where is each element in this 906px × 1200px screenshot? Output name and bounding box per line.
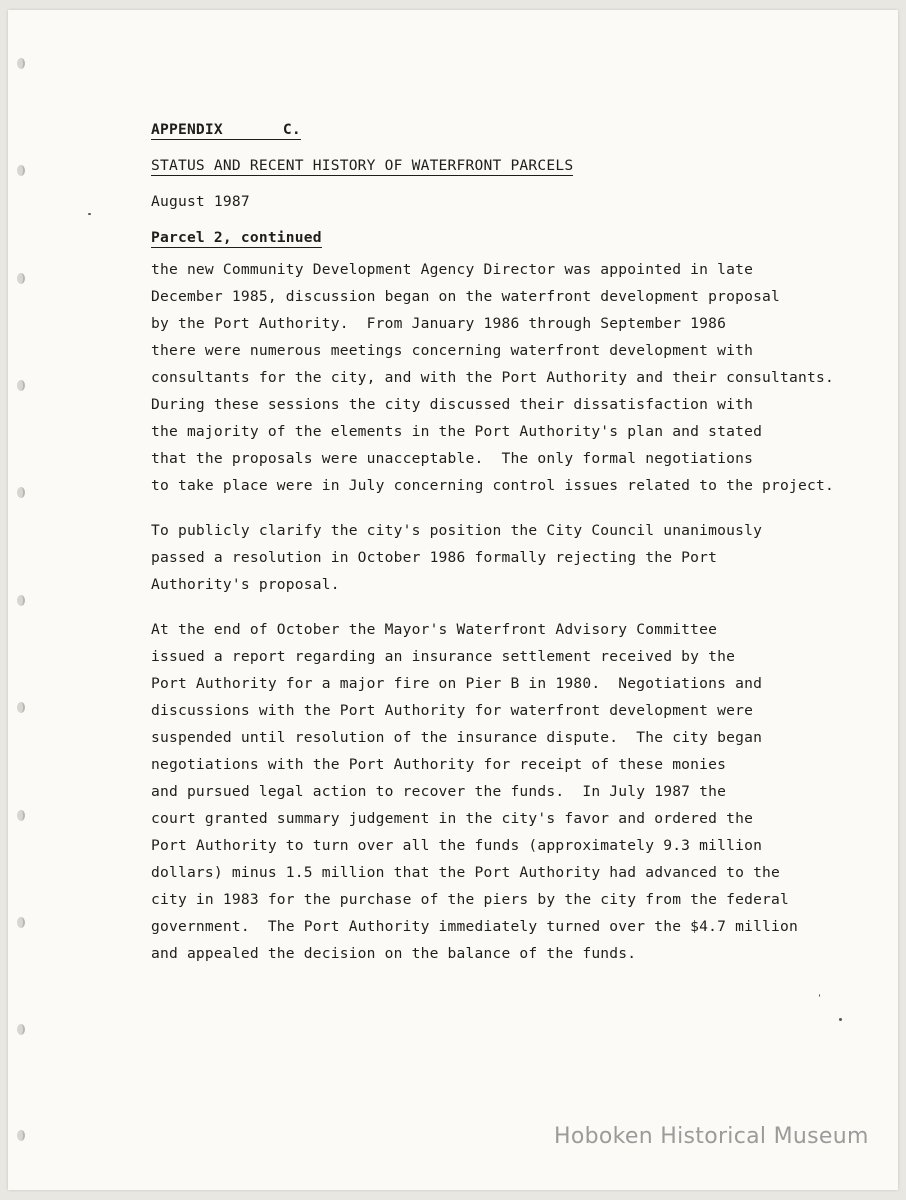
paper-speck bbox=[819, 994, 820, 997]
document-title: STATUS AND RECENT HISTORY OF WATERFRONT PARCELS bbox=[151, 157, 574, 174]
text-line: Port Authority for a major fire on Pier B in 1980. Negotiations and bbox=[151, 675, 763, 692]
text-line: court granted summary judgement in the city's favor and ordered the bbox=[151, 810, 754, 827]
text-line: issued a report regarding an insurance settlement received by the bbox=[151, 648, 736, 665]
text-line: the new Community Development Agency Director was appointed in late bbox=[151, 261, 754, 278]
punch-hole bbox=[17, 1024, 25, 1035]
section-row bbox=[151, 220, 851, 256]
paragraph bbox=[151, 256, 851, 499]
text-line: Port Authority to turn over all the funds (approximately 9.3 million bbox=[151, 837, 763, 854]
text-line: and pursued legal action to recover the funds. In July 1987 the bbox=[151, 783, 727, 800]
paragraph bbox=[151, 616, 851, 967]
date-row bbox=[151, 184, 851, 220]
punch-hole bbox=[17, 1130, 25, 1141]
paper-speck bbox=[839, 1018, 842, 1021]
text-line: to take place were in July concerning control issues related to the project. bbox=[151, 477, 834, 494]
text-line: suspended until resolution of the insurance dispute. The city began bbox=[151, 729, 763, 746]
text-line: government. The Port Authority immediately turned over the $4.7 million bbox=[151, 918, 799, 935]
text-line: December 1985, discussion began on the waterfront development proposal bbox=[151, 288, 781, 305]
text-line: dollars) minus 1.5 million that the Port Authority had advanced to the bbox=[151, 864, 781, 881]
text-line: that the proposals were unacceptable. The only formal negotiations bbox=[151, 450, 754, 467]
text-line: During these sessions the city discussed their dissatisfaction with bbox=[151, 396, 754, 413]
punch-hole bbox=[17, 595, 25, 606]
text-line: negotiations with the Port Authority for receipt of these monies bbox=[151, 756, 727, 773]
punch-hole bbox=[17, 273, 25, 284]
text-line: passed a resolution in October 1986 formally rejecting the Port bbox=[151, 549, 718, 566]
punch-hole bbox=[17, 487, 25, 498]
punch-hole bbox=[17, 380, 25, 391]
text-line: Authority's proposal. bbox=[151, 576, 340, 593]
document-body bbox=[151, 112, 851, 967]
paper-speck bbox=[88, 213, 91, 215]
text-line: there were numerous meetings concerning waterfront development with bbox=[151, 342, 754, 359]
text-line: discussions with the Port Authority for waterfront development were bbox=[151, 702, 754, 719]
paragraph-gap bbox=[151, 499, 851, 517]
paragraph bbox=[151, 517, 851, 598]
text-line: and appealed the decision on the balance of the funds. bbox=[151, 945, 637, 962]
appendix-label: APPENDIX bbox=[151, 121, 223, 138]
punch-hole bbox=[17, 58, 25, 69]
text-line: consultants for the city, and with the Port Authority and their consultants. bbox=[151, 369, 834, 386]
punch-hole bbox=[17, 165, 25, 176]
text-line: To publicly clarify the city's position the City Council unanimously bbox=[151, 522, 763, 539]
document-date: August 1987 bbox=[151, 193, 250, 210]
punch-hole bbox=[17, 702, 25, 713]
section-heading: Parcel 2, continued bbox=[151, 229, 322, 246]
punch-hole bbox=[17, 917, 25, 928]
text-line: At the end of October the Mayor's Waterfront Advisory Committee bbox=[151, 621, 718, 638]
punch-hole bbox=[17, 810, 25, 821]
museum-watermark: Hoboken Historical Museum bbox=[554, 1124, 869, 1149]
appendix-letter: C. bbox=[282, 121, 301, 138]
appendix-heading bbox=[151, 112, 851, 148]
text-line: the majority of the elements in the Port Authority's plan and stated bbox=[151, 423, 763, 440]
title-row bbox=[151, 148, 851, 184]
text-line: by the Port Authority. From January 1986 through September 1986 bbox=[151, 315, 727, 332]
text-line: city in 1983 for the purchase of the piers by the city from the federal bbox=[151, 891, 790, 908]
paragraph-gap bbox=[151, 598, 851, 616]
